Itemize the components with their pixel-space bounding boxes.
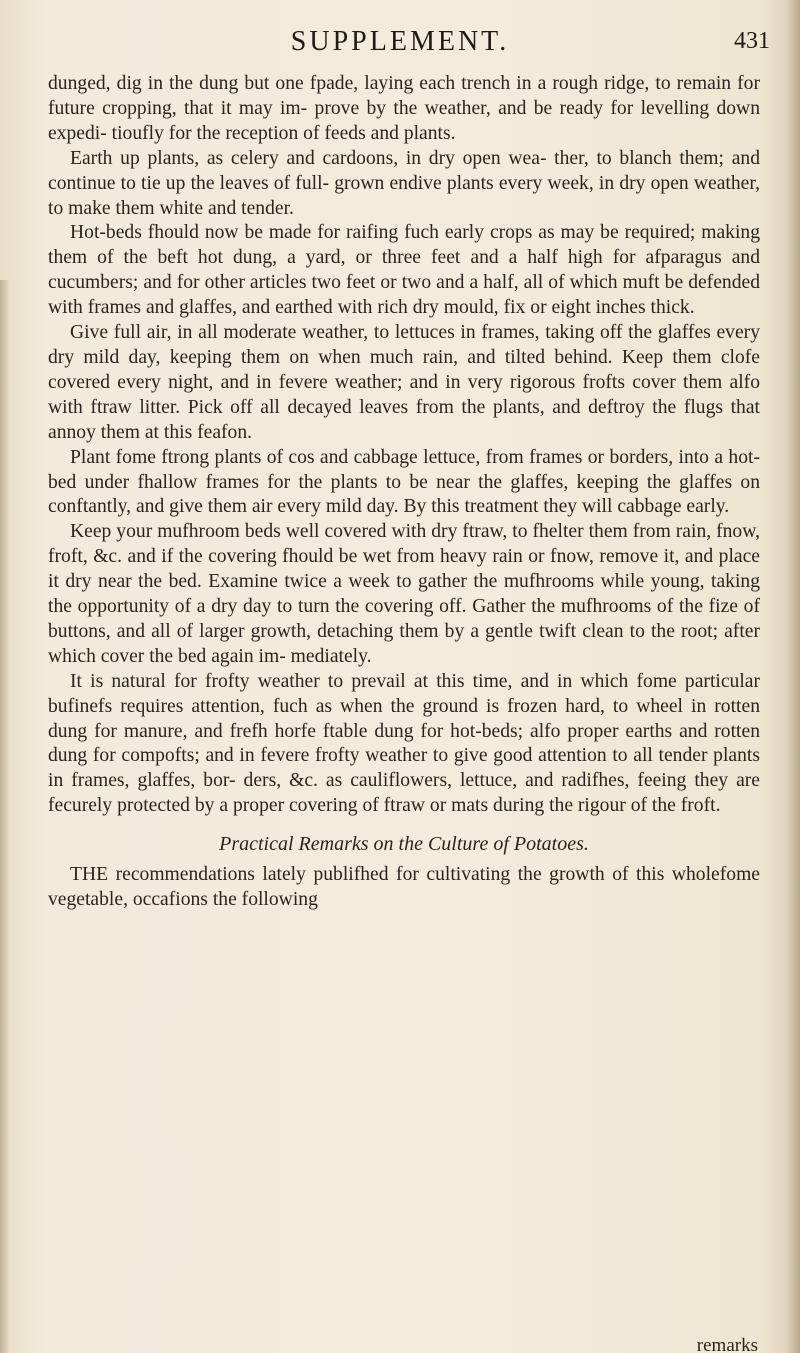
paragraph: Hot-beds fhould now be made for raifing fuch early crops as may be required; making them of the beft hot dung, a yard, or three feet and a half high for afparagus and cucumbers; and for other articles two feet or two and a half, all of which muft be defended with frames and glaffes, and earthed with rich dry mould, fix or eight inches thick. <box>48 222 760 319</box>
running-head: SUPPLEMENT. <box>290 26 510 57</box>
page-edge-shadow-right <box>786 0 800 1353</box>
page-number: 431 <box>734 28 770 54</box>
paragraph: dunged, dig in the dung but one fpade, laying each trench in a rough ridge, to remain for future cropping, that it may im- prove by the weather, and be ready for levelling down expedi- tioufly for the reception of feeds and plants. <box>48 73 760 144</box>
page-header <box>30 26 770 66</box>
page-edge-shadow-left <box>0 280 10 1353</box>
paragraph: THE recommendations lately publifhed for cultivating the growth of this wholefome vegetable, occafions the following <box>48 864 760 911</box>
catchword: remarks <box>696 1335 758 1353</box>
paragraph: Give full air, in all moderate weather, to lettuces in frames, taking off the glaffes every dry mild day, keeping them on when much rain, and tilted behind. Keep them clofe covered every night, and in fevere weather; and in very rigorous frofts cover them alfo with ftraw litter. Pick off all decayed leaves from the plants, and deftroy the flugs that annoy them at this feafon. <box>48 322 760 443</box>
body-text <box>48 72 760 913</box>
paragraph: It is natural for frofty weather to prevail at this time, and in which fome particular bufinefs requires attention, fuch as when the ground is frozen hard, to wheel in rotten dung for manure, and frefh horfe ftable dung for hot-beds; alfo proper earths and rotten dung for compofts; and in fevere frofty weather to give good attention to all tender plants in frames, glaffes, bor- ders, &c. as cauliflowers, lettuce, and radifhes, feeing they are fecurely protected by a proper covering of ftraw or mats during the rigour of the froft. <box>48 670 760 817</box>
paragraph: Keep your mufhroom beds well covered with dry ftraw, to fhelter them from rain, fnow, froft, &c. and if the covering fhould be wet from heavy rain or fnow, remove it, and place it dry near the bed. Examine twice a week to gather the mufhrooms while young, taking the opportunity of a dry day to turn the covering off. Gather the mufhrooms of the fize of buttons, and all of larger growth, detaching them by a gentle twift clean to the root; after which cover the bed again im- mediately. <box>48 521 760 667</box>
paragraph: Earth up plants, as celery and cardoons, in dry open wea- ther, to blanch them; and continue to tie up the leaves of full- grown endive plants every week, in dry open weather, to make them white and tender. <box>48 147 760 219</box>
paragraph: Plant fome ftrong plants of cos and cabbage lettuce, from frames or borders, into a hot-bed under fhallow frames for the plants to be near the glaffes, keeping the glaffes on conftantly, and give them air every mild day. By this treatment they will cabbage early. <box>48 446 760 518</box>
section-heading: Practical Remarks on the Culture of Potatoes. <box>219 833 589 856</box>
